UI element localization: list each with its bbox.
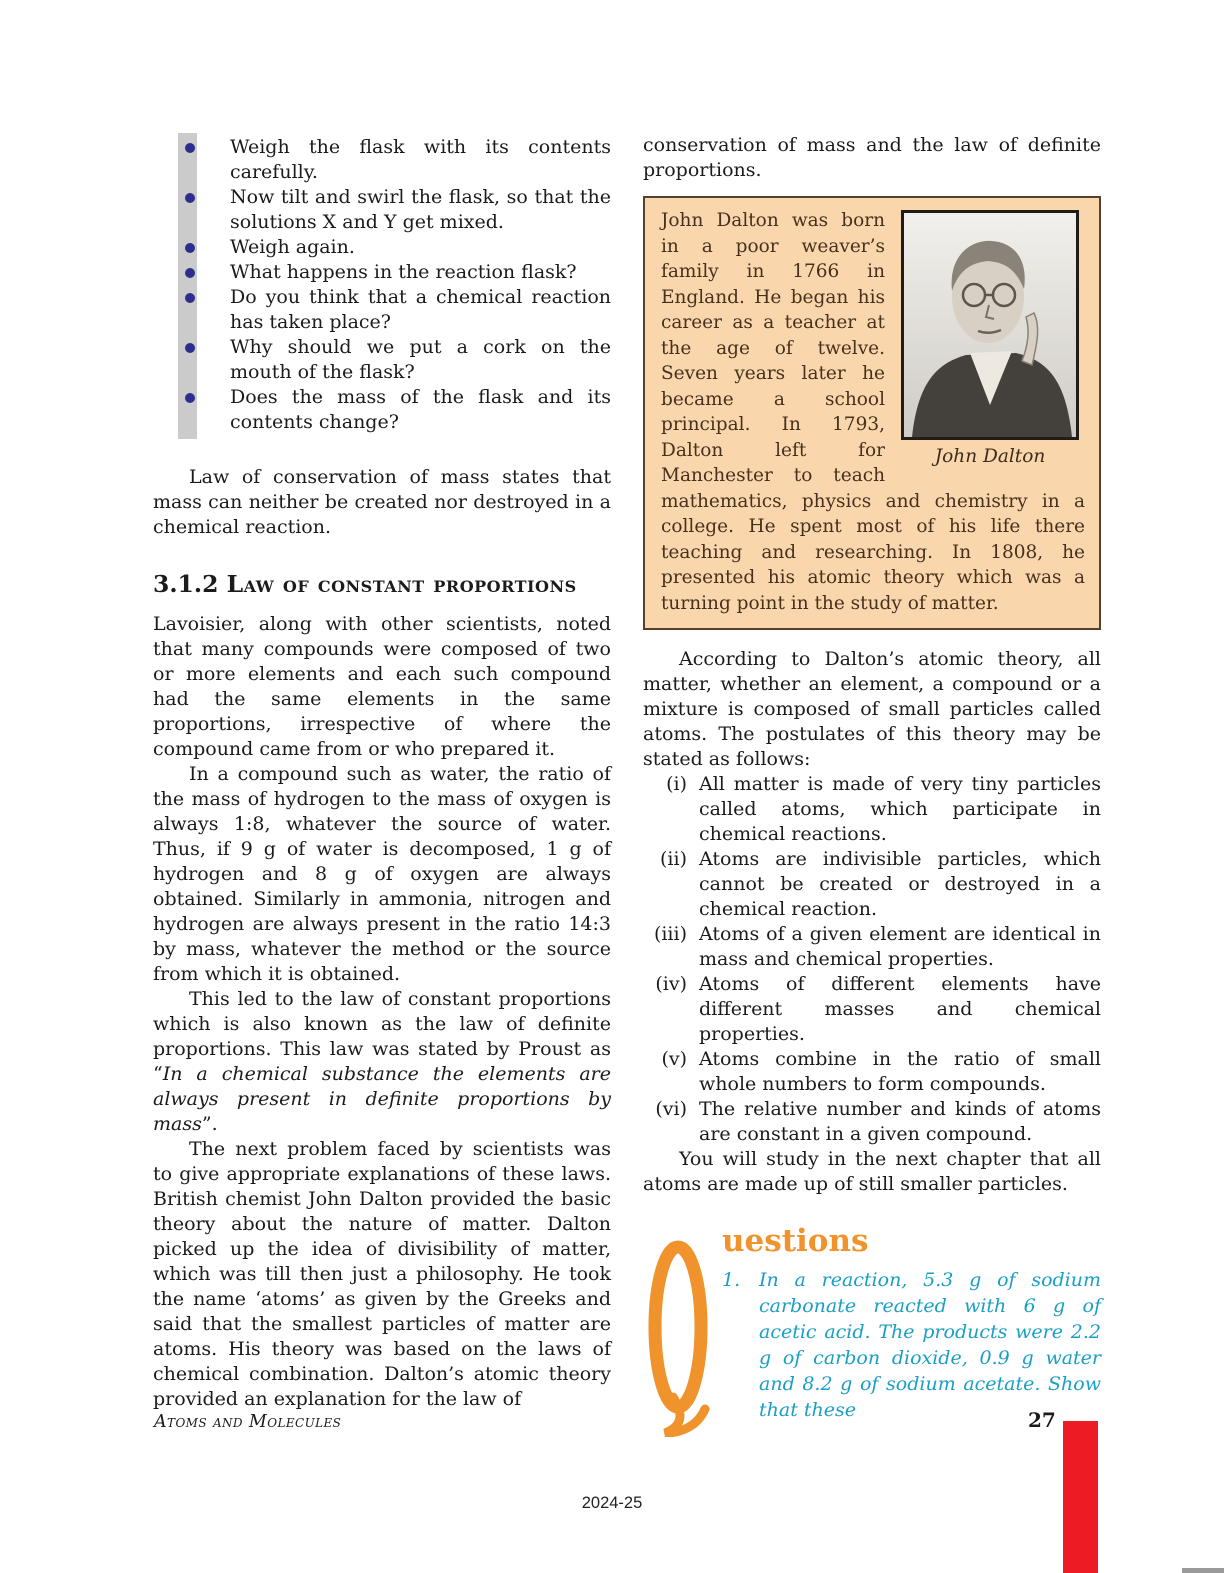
list-item xyxy=(643,847,1101,922)
roman-numeral: (iii) xyxy=(653,923,687,945)
portrait-block xyxy=(895,210,1085,470)
postulate-text: All matter is made of very tiny particles called atoms, which participate in chemical reactions. xyxy=(699,773,1101,845)
bullet-icon xyxy=(185,293,195,303)
bullet-icon xyxy=(185,243,195,253)
page-corner-scan-mark xyxy=(1182,1568,1224,1573)
bullet-icon xyxy=(185,143,195,153)
bullet-icon xyxy=(185,193,195,203)
bullet-icon xyxy=(185,268,195,278)
activity-step: Why should we put a cork on the mouth of the flask? xyxy=(230,336,611,383)
list-item xyxy=(643,972,1101,1047)
postulate-text: Atoms are indivisible particles, which cannot be created or destroyed in a chemical reaction. xyxy=(699,848,1101,920)
bullet-icon xyxy=(185,393,195,403)
activity-bullet-list xyxy=(153,133,611,439)
section-heading-3-1-2 xyxy=(153,570,611,598)
list-item xyxy=(230,135,611,185)
left-column xyxy=(153,133,611,1412)
questions-drop-cap-q-icon xyxy=(645,1239,711,1444)
questions-heading: uestions xyxy=(722,1223,869,1259)
list-item xyxy=(643,772,1101,847)
portrait-engraving-image xyxy=(904,213,1076,437)
postulate-text: Atoms of different elements have different masses and chemical properties. xyxy=(699,973,1101,1045)
edition-year: 2024-25 xyxy=(581,1494,643,1512)
roman-numeral: (iv) xyxy=(655,973,687,995)
postulate-text: The relative number and kinds of atoms are constant in a given compound. xyxy=(699,1098,1101,1145)
paragraph-lavoisier: Lavoisier, along with other scientists, noted that many compounds were composed of two or more elements and each such compound had the same elements in the same proportions, irrespective of where the compound came from or who prepared it. xyxy=(153,613,611,760)
right-column xyxy=(643,133,1101,1435)
roman-numeral: (vi) xyxy=(655,1098,687,1120)
proust-close: ”. xyxy=(201,1113,218,1135)
list-item xyxy=(230,235,611,260)
list-item xyxy=(230,285,611,335)
activity-step: Do you think that a chemical reaction has taken place? xyxy=(230,286,611,333)
list-item xyxy=(643,1047,1101,1097)
paragraph-next-chapter: You will study in the next chapter that all atoms are made up of still smaller particles. xyxy=(643,1148,1101,1195)
section-title: Law of constant proportions xyxy=(226,570,577,598)
question-number: 1. xyxy=(722,1269,741,1291)
running-footer-chapter-title: Atoms and Molecules xyxy=(154,1412,342,1432)
roman-numeral: (i) xyxy=(666,773,687,795)
list-item xyxy=(230,335,611,385)
dalton-bio-text: John Dalton was born in a poor weaver’s family in 1766 in England. He began his career as a teacher at the age of twelve. Seven years later he became a school principal. In 1793, Dalton left for Manchester to teach mathematics, physics and chemistry in a college. He spent most of his life there teaching and researching. In 1808, he presented his atomic theory which was a turning point in the study of matter. xyxy=(661,210,1085,614)
activity-step: What happens in the reaction flask? xyxy=(230,261,577,283)
activity-step: Weigh again. xyxy=(230,236,355,258)
activity-step: Does the mass of the flask and its contents change? xyxy=(230,386,611,433)
activity-step: Now tilt and swirl the flask, so that the solutions X and Y get mixed. xyxy=(230,186,611,233)
roman-numeral: (v) xyxy=(661,1048,687,1070)
paragraph-continuation: conservation of mass and the law of definite proportions. xyxy=(643,134,1101,181)
bullet-icon xyxy=(185,343,195,353)
postulate-text: Atoms combine in the ratio of small whole numbers to form compounds. xyxy=(699,1048,1101,1095)
list-item xyxy=(643,922,1101,972)
list-item xyxy=(230,260,611,285)
john-dalton-info-box xyxy=(643,196,1101,630)
questions-section xyxy=(643,1225,1101,1435)
list-item xyxy=(230,385,611,435)
question-item xyxy=(722,1267,1101,1423)
paragraph-compound-ratios: In a compound such as water, the ratio of the mass of hydrogen to the mass of oxygen is always 1:8, whatever the source of water. Thus, if 9 g of water is decomposed, 1 g of hydrogen and 8 g of oxygen are always obtained. Similarly in ammonia, nitrogen and hydrogen are always present in the ratio 14:3 by mass, whatever the method or the source from which it is obtained. xyxy=(153,763,611,985)
roman-numeral: (ii) xyxy=(660,848,687,870)
page-number: 27 xyxy=(1028,1408,1056,1432)
list-item xyxy=(230,185,611,235)
proust-lead-text: This led to the law of constant proportions which is also known as the law of definite proportions. This law was stated by Proust as “ xyxy=(153,988,611,1085)
paragraph-next-problem: The next problem faced by scientists was to give appropriate explanations of these laws. British chemist John Dalton provided the basic theory about the nature of matter. Dalton picked up the idea of divisibility of matter, which was till then just a philosophy. He took the name ‘atoms’ as given by the Greeks and said that the smallest particles of matter are atoms. His theory was based on the laws of chemical combination. Dalton’s atomic theory provided an explanation for the law of xyxy=(153,1138,611,1410)
section-number: 3.1.2 xyxy=(153,570,219,598)
paragraph-law-of-conservation: Law of conservation of mass states that mass can neither be created nor destroyed in a chemical reaction. xyxy=(153,466,611,538)
activity-step: Weigh the flask with its contents carefully. xyxy=(230,136,611,183)
proust-quote: In a chemical substance the elements are always present in definite proportions by mass xyxy=(153,1063,611,1135)
postulate-text: Atoms of a given element are identical in mass and chemical properties. xyxy=(699,923,1101,970)
paragraph-atomic-theory: According to Dalton’s atomic theory, all matter, whether an element, a compound or a mixture is composed of small particles called atoms. The postulates of this theory may be stated as follows: xyxy=(643,648,1101,770)
postulates-list xyxy=(643,772,1101,1147)
portrait-caption: John Dalton xyxy=(934,446,1046,467)
paragraph-proust xyxy=(153,987,611,1137)
list-item xyxy=(643,1097,1101,1147)
john-dalton-portrait xyxy=(901,210,1079,440)
question-text: In a reaction, 5.3 g of sodium carbonate reacted with 6 g of acetic acid. The products were 2.2 g of carbon dioxide, 0.9 g water and 8.2 g of sodium acetate. Show that these xyxy=(759,1269,1101,1421)
